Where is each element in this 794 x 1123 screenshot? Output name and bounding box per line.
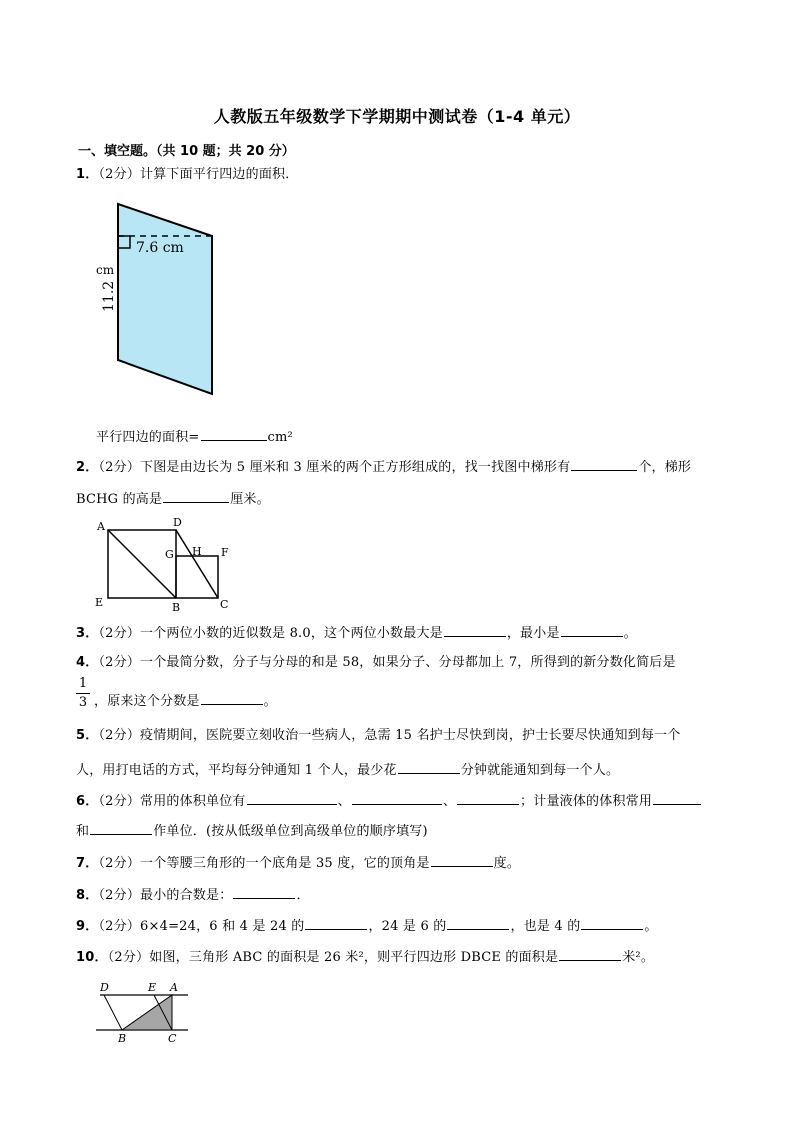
question-number: 6． <box>76 794 99 809</box>
question-text: 。 <box>623 626 637 641</box>
question-text: 人，用打电话的方式，平均每分钟通知 1 个人，最少花 <box>76 763 397 778</box>
question-text: 厘米。 <box>230 492 270 507</box>
question-5 <box>76 727 680 745</box>
question-5-cont <box>76 759 619 780</box>
fraction-numerator: 1 <box>78 676 88 691</box>
question-text: ，24 是 6 的 <box>368 919 447 934</box>
small-square <box>176 556 218 598</box>
question-6 <box>76 790 702 811</box>
question-points: （2分） <box>98 728 141 743</box>
question-text: 如图，三角形 ABC 的面积是 26 米²，则平行四边形 DBCE 的面积是 <box>149 950 559 965</box>
question-2-cont <box>76 488 270 509</box>
separator: 、 <box>442 794 457 809</box>
triangle-abc <box>122 995 172 1030</box>
answer-blank[interactable] <box>457 790 519 805</box>
label-e: E <box>95 596 104 609</box>
question-points: （2分） <box>98 794 141 809</box>
question-text: 计算下面平行四边的面积． <box>140 167 299 182</box>
question-points: （2分） <box>98 856 141 871</box>
label-e: E <box>148 981 157 994</box>
answer-blank[interactable] <box>431 852 493 867</box>
question-points: （2分） <box>98 888 141 903</box>
question-text: 和 <box>76 824 90 839</box>
question-text: BCHG 的高是 <box>76 492 163 507</box>
question-text: 下图是由边长为 5 厘米和 3 厘米的两个正方形组成的，找一找图中梯形有 <box>140 460 571 475</box>
question-6-cont <box>76 820 428 841</box>
question-text: 一个最简分数，分子与分母的和是 58，如果分子、分母都加上 7，所得到的新分数化简后是 <box>140 655 676 670</box>
answer-blank[interactable] <box>201 426 267 441</box>
question-number: 9． <box>76 919 99 934</box>
question-number: 1． <box>76 167 99 182</box>
answer-blank[interactable] <box>444 622 506 637</box>
label-g: G <box>165 548 174 561</box>
question-1 <box>76 166 298 184</box>
question-text: 。 <box>644 919 658 934</box>
base-label: 7.6 cm <box>136 240 184 256</box>
fraction <box>76 676 90 711</box>
question-text: 最小的合数是： <box>140 888 233 903</box>
diagonal-dc <box>176 530 218 598</box>
question-text: 度。 <box>493 856 521 871</box>
question-text: 。 <box>263 694 277 709</box>
label-d: D <box>173 516 182 529</box>
answer-blank[interactable] <box>653 790 701 805</box>
question-text: 米²。 <box>622 950 655 965</box>
question-1-answer <box>96 426 293 447</box>
question-number: 10． <box>76 950 108 965</box>
triangle-parallelogram-figure <box>92 978 202 1048</box>
question-number: 5． <box>76 728 99 743</box>
question-text: 分钟就能通知到每一个人。 <box>460 763 620 778</box>
answer-blank[interactable] <box>571 456 637 471</box>
side-unit-label: cm <box>96 263 115 277</box>
question-text: ，最小是 <box>506 626 560 641</box>
answer-unit: cm² <box>267 430 293 445</box>
label-c: C <box>168 1032 177 1045</box>
answer-blank[interactable] <box>447 915 509 930</box>
label-f: F <box>221 546 229 559</box>
parallelogram-figure <box>96 198 236 408</box>
question-points: （2分） <box>98 655 141 670</box>
fraction-bar <box>76 693 90 694</box>
answer-blank[interactable] <box>581 915 643 930</box>
label-c: C <box>220 598 229 611</box>
question-points: （2分） <box>98 626 141 641</box>
question-9 <box>76 915 658 936</box>
question-number: 2． <box>76 460 99 475</box>
question-text: 一个等腰三角形的一个底角是 35 度，它的顶角是 <box>140 856 430 871</box>
question-text: ，原来这个分数是 <box>94 694 200 709</box>
label-a: A <box>170 981 178 994</box>
question-text: 个，梯形 <box>638 460 692 475</box>
question-points: （2分） <box>107 950 150 965</box>
question-text: 一个两位小数的近似数是 8.0，这个两位小数最大是 <box>140 626 443 641</box>
label-b: B <box>172 601 181 614</box>
question-number: 4． <box>76 655 99 670</box>
question-4 <box>76 654 676 672</box>
fraction-denominator: 3 <box>78 695 88 710</box>
answer-blank[interactable] <box>247 790 337 805</box>
squares-figure <box>92 514 242 614</box>
question-text: 疫情期间，医院要立刻收治一些病人，急需 15 名护士尽快到岗，护士长要尽快通知到每一个 <box>140 728 681 743</box>
question-4-cont <box>94 690 277 711</box>
question-10 <box>76 946 654 967</box>
question-text: 作单位．(按从低级单位到高级单位的顺序填写) <box>153 824 428 839</box>
answer-blank[interactable] <box>163 488 229 503</box>
answer-blank[interactable] <box>561 622 623 637</box>
question-text: 6×4=24，6 和 4 是 24 的 <box>140 919 305 934</box>
label-a: A <box>97 520 105 533</box>
question-points: （2分） <box>98 460 141 475</box>
separator: 、 <box>337 794 351 809</box>
question-2 <box>76 456 691 477</box>
answer-blank[interactable] <box>201 690 263 705</box>
answer-blank[interactable] <box>559 946 621 961</box>
parallelogram-shape <box>118 204 212 394</box>
answer-prefix: 平行四边的面积= <box>96 430 200 445</box>
question-number: 8． <box>76 888 99 903</box>
question-text: ． <box>296 888 310 903</box>
question-points: （2分） <box>98 167 141 182</box>
diagonal-ab <box>108 530 176 598</box>
label-h: H <box>192 545 202 558</box>
answer-blank[interactable] <box>90 820 152 835</box>
question-text: 常用的体积单位有 <box>140 794 246 809</box>
label-b: B <box>118 1032 127 1045</box>
page-title: 人教版五年级数学下学期期中测试卷（1-4 单元） <box>213 107 581 126</box>
question-7 <box>76 852 520 873</box>
section-heading: 一、填空题。（共 10 题；共 20 分） <box>78 144 295 159</box>
question-8 <box>76 884 310 905</box>
question-points: （2分） <box>98 919 141 934</box>
label-d: D <box>100 981 109 994</box>
answer-blank[interactable] <box>352 790 442 805</box>
question-number: 7． <box>76 856 99 871</box>
question-text: ，也是 4 的 <box>510 919 581 934</box>
answer-blank[interactable] <box>398 759 460 774</box>
question-text: ；计量液体的体积常用 <box>520 794 653 809</box>
question-3 <box>76 622 637 643</box>
question-number: 3． <box>76 626 99 641</box>
side-length-label: 11.2 <box>101 280 117 312</box>
answer-blank[interactable] <box>233 884 295 899</box>
answer-blank[interactable] <box>305 915 367 930</box>
